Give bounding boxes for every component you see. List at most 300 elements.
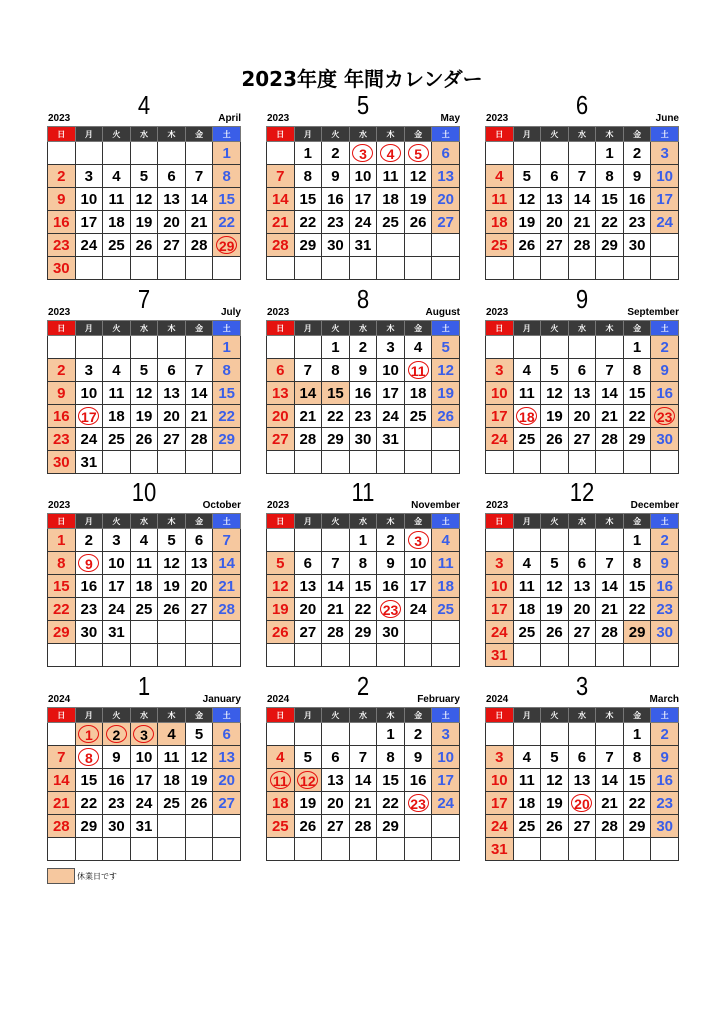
day-cell — [623, 211, 651, 234]
empty-cell — [322, 257, 350, 280]
day-number: 2 — [57, 167, 66, 185]
month-name: July — [220, 307, 241, 318]
day-cell — [623, 188, 651, 211]
empty-cell — [267, 838, 295, 861]
calendar-grid — [266, 513, 460, 667]
day-cell — [158, 428, 186, 451]
day-number: 16 — [52, 407, 70, 425]
month-number: 8 — [356, 284, 370, 314]
day-number: 30 — [52, 259, 70, 277]
empty-cell — [294, 257, 322, 280]
day-cell — [322, 359, 350, 382]
day-cell — [568, 165, 596, 188]
day-cell — [568, 552, 596, 575]
day-number: 9 — [413, 748, 423, 766]
month-number: 10 — [131, 477, 157, 507]
day-cell — [213, 769, 241, 792]
empty-cell — [432, 428, 460, 451]
empty-cell — [651, 257, 679, 280]
weekday-header: 火 — [322, 321, 350, 336]
day-number: 9 — [632, 167, 642, 185]
day-cell — [568, 359, 596, 382]
day-cell — [322, 552, 350, 575]
week-row — [48, 257, 241, 280]
empty-cell — [432, 451, 460, 474]
day-cell — [651, 405, 679, 428]
day-cell — [623, 552, 651, 575]
day-number: 9 — [57, 384, 66, 402]
month-name: June — [655, 113, 679, 124]
day-number: 8 — [331, 361, 340, 379]
weekday-header: 金 — [185, 708, 213, 723]
day-cell — [130, 575, 158, 598]
day-number: 5 — [139, 167, 149, 185]
weekday-header: 水 — [130, 321, 158, 336]
day-cell — [130, 746, 158, 769]
day-number: 6 — [550, 167, 559, 185]
day-number: 3 — [84, 361, 94, 379]
day-cell — [432, 598, 460, 621]
month-number: 6 — [575, 90, 589, 120]
weekday-header: 木 — [158, 321, 186, 336]
day-cell — [596, 792, 624, 815]
day-number: 29 — [216, 236, 237, 254]
day-number: 13 — [546, 190, 563, 208]
empty-cell — [267, 644, 295, 667]
week-row — [267, 575, 460, 598]
empty-cell — [48, 723, 76, 746]
empty-cell — [432, 257, 460, 280]
day-number: 14 — [354, 771, 372, 789]
day-cell — [267, 598, 295, 621]
day-number: 21 — [218, 577, 236, 595]
day-number: 29 — [628, 623, 646, 641]
empty-cell — [130, 257, 158, 280]
empty-cell — [322, 723, 350, 746]
empty-cell — [513, 451, 541, 474]
day-number: 28 — [218, 600, 236, 618]
day-number: 29 — [628, 817, 646, 835]
day-number: 9 — [386, 554, 395, 572]
day-cell — [596, 165, 624, 188]
weekday-header-row — [486, 514, 679, 529]
day-cell — [130, 723, 158, 746]
day-number: 12 — [271, 577, 289, 595]
empty-cell — [541, 451, 569, 474]
day-cell — [651, 382, 679, 405]
day-number: 7 — [222, 531, 231, 549]
month-number: 3 — [575, 671, 589, 701]
day-cell — [294, 575, 322, 598]
day-number: 19 — [437, 384, 455, 402]
day-cell — [349, 336, 377, 359]
day-number: 21 — [601, 600, 618, 618]
day-cell — [486, 359, 514, 382]
day-cell — [596, 359, 624, 382]
weekday-header: 水 — [349, 127, 377, 142]
day-cell — [48, 552, 76, 575]
weekday-header: 土 — [213, 321, 241, 336]
weekday-header: 水 — [568, 708, 596, 723]
empty-cell — [596, 451, 624, 474]
empty-cell — [322, 451, 350, 474]
day-cell — [486, 405, 514, 428]
day-cell — [103, 815, 131, 838]
day-cell — [185, 359, 213, 382]
empty-cell — [48, 838, 76, 861]
empty-cell — [294, 451, 322, 474]
empty-cell — [568, 644, 596, 667]
week-row — [486, 142, 679, 165]
day-number: 13 — [218, 748, 236, 766]
month-header — [47, 284, 241, 320]
day-number: 7 — [57, 748, 66, 766]
day-number: 13 — [163, 190, 180, 208]
day-number: 20 — [299, 600, 317, 618]
year-label: 2023 — [48, 500, 71, 511]
day-number: 2 — [84, 531, 94, 549]
day-number: 6 — [303, 554, 313, 572]
day-number: 21 — [52, 794, 70, 812]
day-number: 14 — [601, 384, 618, 402]
week-row — [486, 644, 679, 667]
day-number: 10 — [382, 361, 399, 379]
day-cell — [213, 723, 241, 746]
day-cell — [48, 257, 76, 280]
day-number: 18 — [108, 407, 125, 425]
day-cell — [103, 234, 131, 257]
day-cell — [130, 211, 158, 234]
day-cell — [513, 165, 541, 188]
day-number: 1 — [57, 531, 66, 549]
day-cell — [377, 142, 405, 165]
day-cell — [432, 746, 460, 769]
day-cell — [349, 575, 377, 598]
month-apr — [47, 90, 241, 280]
day-cell — [294, 405, 322, 428]
month-jul — [47, 284, 241, 474]
day-cell — [130, 428, 158, 451]
day-cell — [513, 552, 541, 575]
day-cell — [623, 529, 651, 552]
day-number: 30 — [327, 236, 344, 254]
week-row — [267, 451, 460, 474]
empty-cell — [48, 142, 76, 165]
empty-cell — [158, 644, 186, 667]
empty-cell — [486, 257, 514, 280]
day-number: 30 — [656, 817, 674, 835]
day-cell — [404, 746, 432, 769]
empty-cell — [213, 451, 241, 474]
day-cell — [404, 382, 432, 405]
empty-cell — [130, 838, 158, 861]
day-cell — [596, 428, 624, 451]
day-cell — [185, 598, 213, 621]
empty-cell — [486, 723, 514, 746]
day-cell — [267, 165, 295, 188]
day-number: 17 — [490, 407, 508, 425]
month-name: August — [425, 307, 460, 318]
day-number: 22 — [52, 600, 70, 618]
year-label: 2023 — [486, 307, 509, 318]
day-cell — [404, 188, 432, 211]
week-row — [267, 746, 460, 769]
year-label: 2023 — [267, 500, 290, 511]
day-number: 30 — [656, 430, 674, 448]
empty-cell — [158, 142, 186, 165]
day-cell — [322, 336, 350, 359]
day-number: 24 — [108, 600, 125, 618]
calendar-grid — [485, 707, 679, 861]
empty-cell — [404, 644, 432, 667]
day-number: 15 — [628, 771, 646, 789]
day-number: 24 — [490, 623, 508, 641]
day-cell — [75, 165, 103, 188]
day-number: 22 — [354, 600, 372, 618]
day-cell — [213, 211, 241, 234]
day-cell — [513, 428, 541, 451]
weekday-header: 火 — [541, 321, 569, 336]
day-number: 17 — [108, 577, 125, 595]
day-cell — [568, 815, 596, 838]
day-number: 2 — [57, 361, 66, 379]
day-cell — [349, 746, 377, 769]
day-number: 5 — [276, 554, 285, 572]
day-number: 27 — [327, 817, 344, 835]
day-number: 25 — [108, 236, 125, 254]
empty-cell — [158, 336, 186, 359]
weekday-header: 火 — [322, 708, 350, 723]
day-number: 8 — [222, 361, 231, 379]
day-cell — [130, 769, 158, 792]
day-cell — [185, 165, 213, 188]
day-number: 3 — [386, 338, 395, 356]
week-row — [486, 815, 679, 838]
empty-cell — [541, 838, 569, 861]
day-number: 27 — [573, 817, 591, 835]
empty-cell — [377, 234, 405, 257]
week-row — [486, 575, 679, 598]
day-cell — [213, 529, 241, 552]
day-number: 16 — [52, 213, 70, 231]
day-cell — [103, 575, 131, 598]
day-number: 14 — [190, 384, 208, 402]
day-number: 25 — [108, 430, 125, 448]
day-number: 10 — [409, 554, 427, 572]
empty-cell — [377, 644, 405, 667]
day-cell — [213, 405, 241, 428]
weekday-header: 火 — [541, 127, 569, 142]
day-cell — [185, 211, 213, 234]
day-number: 26 — [546, 623, 563, 641]
day-number: 17 — [135, 771, 153, 789]
empty-cell — [432, 234, 460, 257]
day-number: 4 — [112, 167, 121, 185]
day-number: 24 — [437, 794, 455, 812]
month-header — [266, 477, 460, 513]
day-cell — [404, 723, 432, 746]
year-label: 2024 — [48, 694, 71, 705]
day-cell — [103, 428, 131, 451]
day-cell — [294, 188, 322, 211]
day-cell — [513, 405, 541, 428]
weekday-header: 日 — [486, 321, 514, 336]
empty-cell — [596, 529, 624, 552]
day-cell — [103, 188, 131, 211]
calendar-grid — [47, 707, 241, 861]
day-number: 24 — [656, 213, 674, 231]
day-cell — [377, 188, 405, 211]
day-cell — [596, 575, 624, 598]
empty-cell — [541, 336, 569, 359]
day-number: 23 — [654, 407, 675, 425]
week-row — [486, 451, 679, 474]
weekday-header: 土 — [651, 708, 679, 723]
day-number: 18 — [135, 577, 153, 595]
day-number: 18 — [490, 213, 508, 231]
week-row — [267, 621, 460, 644]
week-row — [267, 382, 460, 405]
day-cell — [103, 598, 131, 621]
day-number: 11 — [518, 384, 535, 402]
day-cell — [185, 188, 213, 211]
weekday-header-row — [486, 321, 679, 336]
weekday-header: 水 — [130, 708, 158, 723]
day-number: 6 — [577, 554, 587, 572]
day-cell — [486, 792, 514, 815]
day-cell — [623, 746, 651, 769]
calendar-grid — [47, 126, 241, 280]
month-header — [485, 90, 679, 126]
empty-cell — [486, 336, 514, 359]
day-number: 7 — [605, 554, 614, 572]
month-name: September — [627, 307, 679, 318]
calendar-grid — [485, 320, 679, 474]
day-number: 29 — [299, 236, 317, 254]
empty-cell — [596, 336, 624, 359]
day-cell — [294, 142, 322, 165]
empty-cell — [267, 257, 295, 280]
empty-cell — [130, 451, 158, 474]
day-number: 3 — [495, 361, 504, 379]
day-cell — [541, 234, 569, 257]
day-cell — [185, 552, 213, 575]
day-cell — [75, 451, 103, 474]
day-number: 12 — [163, 554, 180, 572]
empty-cell — [130, 621, 158, 644]
day-cell — [404, 529, 432, 552]
day-number: 11 — [518, 771, 535, 789]
weekday-header: 水 — [349, 321, 377, 336]
day-cell — [623, 382, 651, 405]
day-number: 12 — [190, 748, 208, 766]
week-row — [267, 211, 460, 234]
day-cell — [623, 815, 651, 838]
day-cell — [185, 405, 213, 428]
weekday-header: 土 — [651, 127, 679, 142]
month-jan — [47, 671, 241, 861]
day-number: 26 — [518, 236, 536, 254]
weekday-header: 木 — [596, 321, 624, 336]
day-cell — [568, 382, 596, 405]
day-number: 27 — [573, 623, 591, 641]
day-number: 30 — [52, 453, 70, 471]
empty-cell — [651, 644, 679, 667]
day-cell — [75, 382, 103, 405]
empty-cell — [158, 621, 186, 644]
weekday-header: 金 — [404, 127, 432, 142]
day-number: 5 — [441, 338, 450, 356]
day-cell — [158, 211, 186, 234]
calendar-grid — [266, 320, 460, 474]
day-number: 25 — [490, 236, 508, 254]
day-cell — [130, 552, 158, 575]
day-cell — [486, 552, 514, 575]
day-cell — [294, 815, 322, 838]
weekday-header: 火 — [322, 514, 350, 529]
day-cell — [596, 815, 624, 838]
day-cell — [267, 621, 295, 644]
day-cell — [185, 746, 213, 769]
day-cell — [103, 746, 131, 769]
calendar-grid — [266, 707, 460, 861]
day-cell — [596, 142, 624, 165]
empty-cell — [568, 336, 596, 359]
day-number: 29 — [628, 430, 646, 448]
weekday-header: 月 — [75, 708, 103, 723]
empty-cell — [349, 257, 377, 280]
day-cell — [267, 575, 295, 598]
day-cell — [267, 405, 295, 428]
empty-cell — [213, 621, 241, 644]
weekday-header: 日 — [267, 708, 295, 723]
day-number: 14 — [573, 190, 591, 208]
day-number: 13 — [190, 554, 208, 572]
weekday-header: 月 — [294, 514, 322, 529]
day-number: 4 — [522, 554, 532, 572]
month-sep — [485, 284, 679, 474]
empty-cell — [294, 529, 322, 552]
day-number: 12 — [437, 361, 455, 379]
day-number: 27 — [163, 236, 180, 254]
day-cell — [651, 211, 679, 234]
day-cell — [486, 234, 514, 257]
day-number: 16 — [80, 577, 98, 595]
day-number: 25 — [271, 817, 289, 835]
empty-cell — [349, 838, 377, 861]
day-number: 31 — [382, 430, 399, 448]
day-number: 28 — [271, 236, 289, 254]
day-cell — [322, 188, 350, 211]
day-number: 12 — [546, 771, 563, 789]
empty-cell — [541, 142, 569, 165]
weekday-header: 火 — [103, 514, 131, 529]
weekday-header: 金 — [623, 321, 651, 336]
day-number: 16 — [327, 190, 344, 208]
day-number: 5 — [408, 144, 429, 162]
day-cell — [377, 359, 405, 382]
day-number: 12 — [409, 167, 427, 185]
day-cell — [349, 142, 377, 165]
week-row — [48, 552, 241, 575]
day-number: 14 — [218, 554, 236, 572]
day-number: 18 — [437, 577, 455, 595]
day-cell — [623, 792, 651, 815]
month-number: 11 — [351, 477, 375, 507]
day-number: 5 — [550, 361, 559, 379]
day-cell — [48, 451, 76, 474]
day-number: 21 — [601, 794, 618, 812]
